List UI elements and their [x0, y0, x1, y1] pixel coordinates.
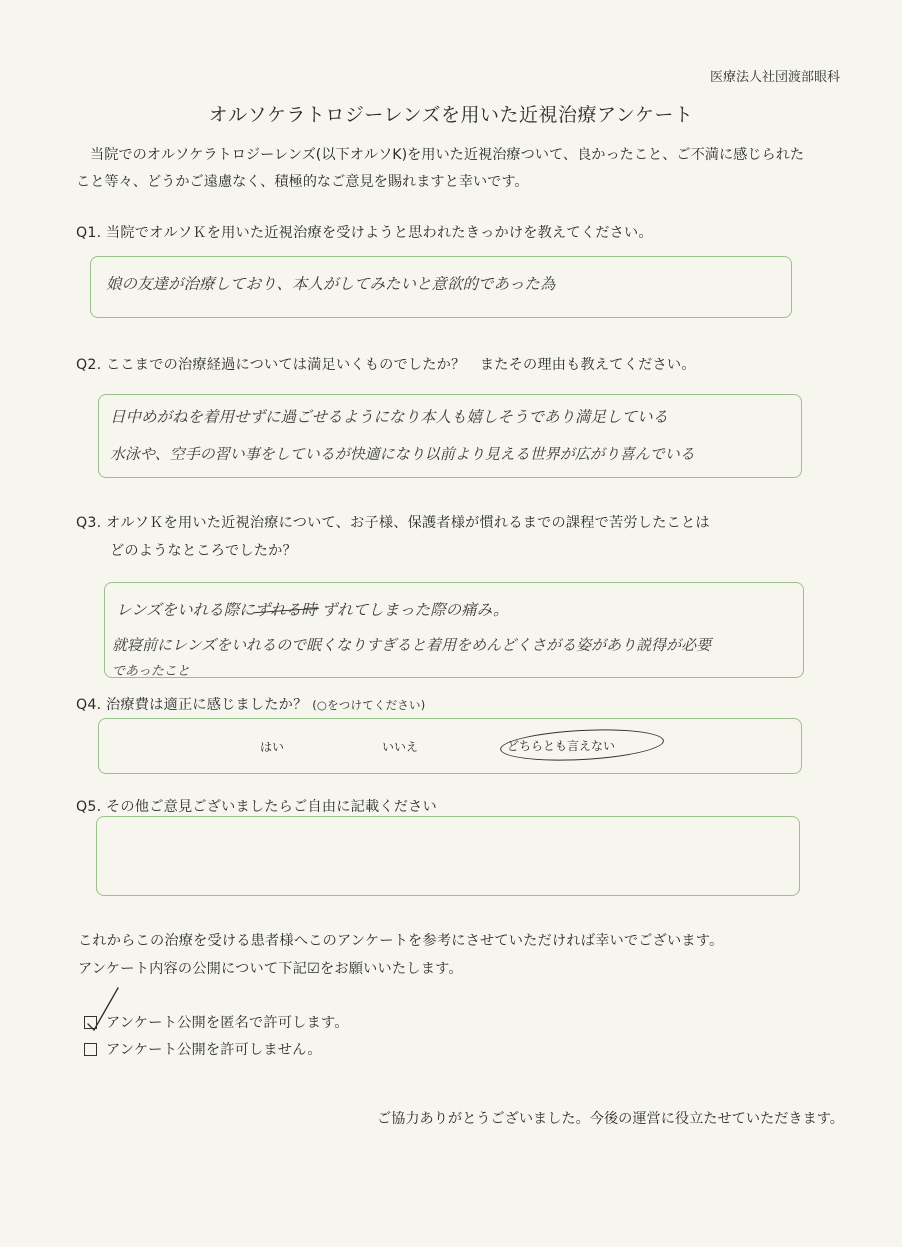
q3-question-line2: どのようなところでしたか？	[110, 543, 297, 559]
q3-label: Q3.	[76, 515, 102, 531]
q3-question-line1	[76, 512, 710, 532]
page-title: オルソケラトロジーレンズを用いた近視治療アンケート	[208, 104, 694, 126]
q3-answer-line3: であったこと	[112, 664, 190, 679]
q3-text: オルソＫを用いた近視治療について、お子様、保護者様が慣れるまでの課程で苦労したことは	[106, 515, 710, 531]
consent-line2: アンケート内容の公開について下記☑をお願いいたします。	[78, 961, 463, 977]
q4-option-no[interactable]: いいえ	[382, 740, 419, 754]
consent-line1: これからこの治療を受ける患者様へこのアンケートを参考にさせていただければ幸いでございます。	[78, 933, 724, 949]
q4-note: (○をつけてください)	[312, 698, 426, 712]
q4-answer-box	[98, 718, 802, 774]
footer-thanks: ご協力ありがとうございました。今後の運営に役立たせていただきます。	[376, 1111, 844, 1127]
q5-text: その他ご意見ございましたらご自由に記載ください	[106, 799, 437, 815]
q2-text: ここまでの治療経過については満足いくものでしたか？ またその理由も教えてください。	[106, 357, 696, 373]
q4-option-yes[interactable]: はい	[260, 740, 285, 754]
q1-question	[76, 222, 653, 242]
q1-text: 当院でオルソＫを用いた近視治療を受けようと思われたきっかけを教えてください。	[106, 225, 653, 241]
q4-text: 治療費は適正に感じましたか？	[106, 697, 308, 713]
consent-deny-checkbox[interactable]	[84, 1043, 97, 1056]
q3-answer-box[interactable]	[104, 582, 804, 678]
q5-label: Q5.	[76, 799, 102, 815]
intro-text: 当院でのオルソケラトロジーレンズ(以下オルソK)を用いた近視治療ついて、良かったこと、ご不満に感じられたこと等々、どうかご遠慮なく、積極的なご意見を賜れますと幸いです。	[76, 147, 805, 190]
q5-answer-box[interactable]	[96, 816, 800, 896]
q2-question	[76, 354, 696, 374]
q4-label: Q4.	[76, 697, 102, 713]
q4-option-neither[interactable]: どちらとも言えない	[507, 739, 616, 753]
q5-question	[76, 796, 437, 816]
consent-anonymous-label: アンケート公開を匿名で許可します。	[106, 1015, 349, 1031]
q3-answer-line1: レンズをいれる際にずれる時 ずれてしまった際の痛み。	[116, 601, 509, 619]
q2-label: Q2.	[76, 357, 102, 373]
consent-deny-label: アンケート公開を許可しません。	[106, 1042, 322, 1058]
q1-answer: 娘の友達が治療しており、本人がしてみたいと意欲的であった為	[106, 275, 556, 293]
q4-question	[76, 694, 425, 714]
q2-answer-line2: 水泳や、空手の習い事をしているが快適になり以前より見える世界が広がり喜んでいる	[110, 445, 695, 463]
q3-answer-line2: 就寝前にレンズをいれるので眠くなりすぎると着用をめんどくさがる姿があり説得が必要	[112, 636, 712, 654]
clinic-name: 医療法人社団渡部眼科	[709, 70, 840, 85]
q3-strikethrough: ずれる時	[254, 601, 317, 619]
q1-label: Q1.	[76, 225, 102, 241]
q2-answer-line1: 日中めがねを着用せずに過ごせるようになり本人も嬉しそうであり満足している	[110, 408, 669, 426]
